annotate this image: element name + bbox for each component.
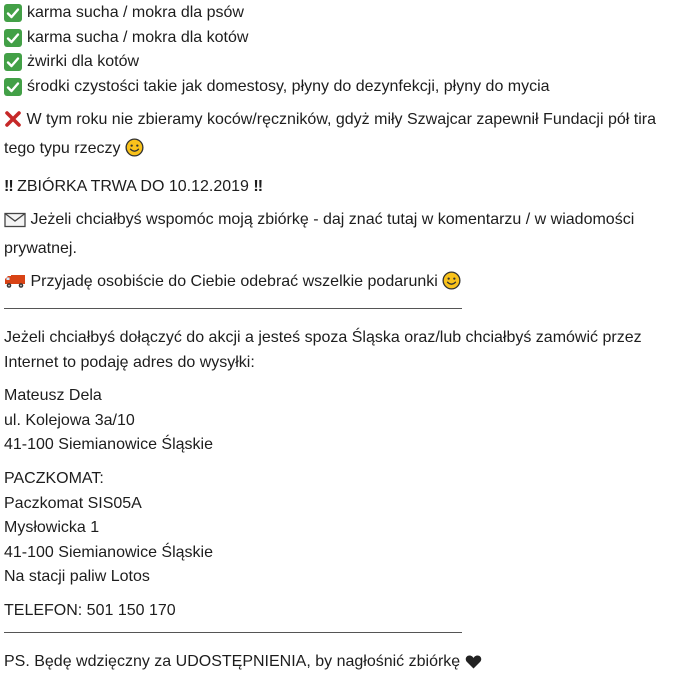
post-content [4,0,684,679]
double-exclamation-icon: !! [253,177,263,195]
no-blankets-text: W tym roku nie zbieramy koców/ręczników, gdyż miły Szwajcar zapewnił Fundacji pół tira tego typu rzeczy [4,111,656,157]
check-mark-icon [4,4,22,22]
double-exclamation-icon: !! [4,177,13,195]
check-mark-icon [4,29,22,47]
help-text: Jeżeli chciałbyś wspomóc moją zbiórkę - daj znać tutaj w komentarzu / w wiadomości prywatnej. [4,211,635,257]
ps-text: PS. Będę wdzięczny za UDOSTĘPNIENIA, by nagłośnić zbiórkę [4,653,461,671]
divider [4,632,462,633]
address-city: 41-100 Siemianowice Śląskie [4,436,213,454]
pickup-paragraph [4,270,684,299]
black-heart-icon [465,654,482,679]
paczkomat-city: 41-100 Siemianowice Śląskie [4,543,213,561]
ps-paragraph [4,650,684,679]
cross-mark-icon [4,110,22,137]
list-item-text: karma sucha / mokra dla kotów [27,28,249,46]
list-item [4,50,684,75]
list-item [4,26,684,51]
check-mark-icon [4,53,22,71]
envelope-icon [4,212,26,237]
no-blankets-note [4,108,684,165]
help-paragraph [4,208,684,261]
address-name: Mateusz Dela [4,387,102,405]
shipping-address [4,384,684,458]
paczkomat-code: Paczkomat SIS05A [4,494,142,512]
list-item-text: środki czystości takie jak domestosy, płyny do dezynfekcji, płyny do mycia [27,77,550,95]
check-mark-icon [4,78,22,96]
paczkomat-heading: PACZKOMAT: [4,469,104,487]
paczkomat-street: Mysłowicka 1 [4,519,100,537]
address-street: ul. Kolejowa 3a/10 [4,411,135,429]
list-item [4,75,684,100]
paczkomat-address [4,467,684,590]
outside-silesia-paragraph: Jeżeli chciałbyś dołączyć do akcji a jesteś spoza Śląska oraz/lub chciałbyś zamówić przez Internet to podaję adres do wysyłki: [4,328,642,371]
divider [4,308,462,309]
paczkomat-location: Na stacji paliw Lotos [4,568,150,586]
deadline-line [4,175,684,200]
smiley-icon [442,271,461,299]
list-item-text: karma sucha / mokra dla psów [27,4,244,21]
list-item-text: żwirki dla kotów [27,53,140,71]
pickup-text: Przyjadę osobiście do Ciebie odebrać wszelkie podarunki [30,273,438,291]
smiley-icon [125,138,144,166]
deadline-text: ZBIÓRKA TRWA DO 10.12.2019 [17,177,249,195]
list-item [4,1,684,26]
phone-number: TELEFON: 501 150 170 [4,601,176,619]
delivery-truck-icon [4,272,26,299]
